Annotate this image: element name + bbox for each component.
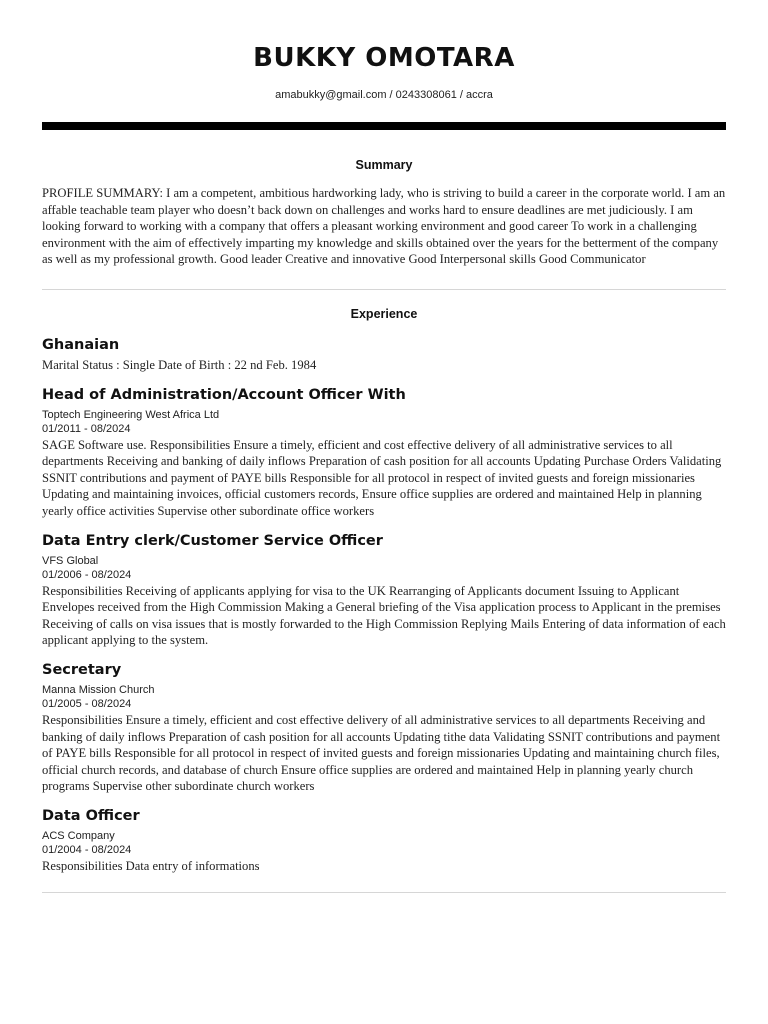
job-description: Responsibilities Data entry of informations: [42, 858, 260, 873]
contact-line: amabukky@gmail.com / 0243308061 / accra: [275, 89, 493, 101]
job-dates: 01/2011 - 08/2024: [42, 422, 131, 435]
nationality-title: Ghanaian: [42, 336, 120, 353]
nationality-entry: [42, 336, 726, 374]
personal-details: Marital Status : Single Date of Birth : 22 nd Feb. 1984: [42, 357, 317, 372]
job-entry: [42, 386, 726, 520]
experience-heading: Experience: [350, 306, 418, 321]
job-description: Responsibilities Ensure a timely, efficient and cost effective delivery of all administrative services to all departments Receiving and banking of daily inflows Preparation of cash position for all accounts Updating tithe data Validating SSNIT contributions and payment of PAYE bills Responsible for all protocol in respect of invited guests and foreign missionaries Updating and maintaining church files, official church records, and database of church Ensure office supplies are ordered and maintained Help in planning yearly church programs Supervise other subordinate church workers: [42, 712, 721, 794]
section-divider: [42, 892, 726, 893]
header-divider: [42, 122, 726, 130]
job-company: VFS Global: [42, 554, 99, 567]
job-dates: 01/2006 - 08/2024: [42, 568, 132, 581]
summary-section: [42, 157, 726, 268]
job-title: Data Officer: [42, 807, 140, 824]
job-description: SAGE Software use. Responsibilities Ensure a timely, efficient and cost effective delivery of all administrative services to all departments Receiving and banking of daily inflows Preparation of cash position for all accounts Updating Purchase Orders Validating SSNIT contributions and payment of PAYE bills Responsible for all protocol in respect of invited guests and foreign missionaries Updating and maintaining invoices, official customers records, Ensure office supplies are ordered and maintained Help in planning yearly office activities Supervise other subordinate office workers: [42, 437, 722, 518]
summary-text: PROFILE SUMMARY: I am a competent, ambitious hardworking lady, who is striving to build a career in the corporate world. I am an affable teachable team player who doesn’t back down on challenges and works hard to ensure deadlines are met judiciously. I am looking forward to working with a company that offers a pleasant working environment and good career To work in a challenging environment with the aim of effectively imparting my knowledge and skills obtained over the years for the betterment of the company as well as my professional growth. Good leader Creative and innovative Good Interpersonal skills Good Communicator: [42, 186, 726, 267]
job-entry: [42, 807, 726, 875]
job-entry: [42, 532, 726, 649]
summary-heading: Summary: [355, 158, 413, 172]
experience-section: [42, 306, 726, 875]
job-dates: 01/2004 - 08/2024: [42, 843, 132, 856]
job-dates: 01/2005 - 08/2024: [42, 697, 132, 710]
job-company: Toptech Engineering West Africa Ltd: [42, 408, 220, 421]
job-title: Data Entry clerk/Customer Service Officer: [42, 532, 383, 549]
section-divider: [42, 289, 726, 290]
job-company: Manna Mission Church: [42, 683, 155, 696]
job-description: Responsibilities Receiving of applicants applying for visa to the UK Rearranging of Applicants document Issuing to Applicant Envelopes received from the High Commission Making a General briefing of the Visa application process to Applicant in the premises Receiving of calls on visa issues that is mostly forwarded to the High Commission Replying Mails Entering of data information of each applicant applying to the system.: [42, 583, 726, 648]
job-title: Secretary: [42, 661, 122, 678]
job-company: ACS Company: [42, 829, 115, 842]
job-title: Head of Administration/Account Officer With: [42, 386, 406, 403]
resume-header: [42, 0, 726, 102]
candidate-name: BUKKY OMOTARA: [253, 43, 515, 73]
job-entry: [42, 661, 726, 795]
